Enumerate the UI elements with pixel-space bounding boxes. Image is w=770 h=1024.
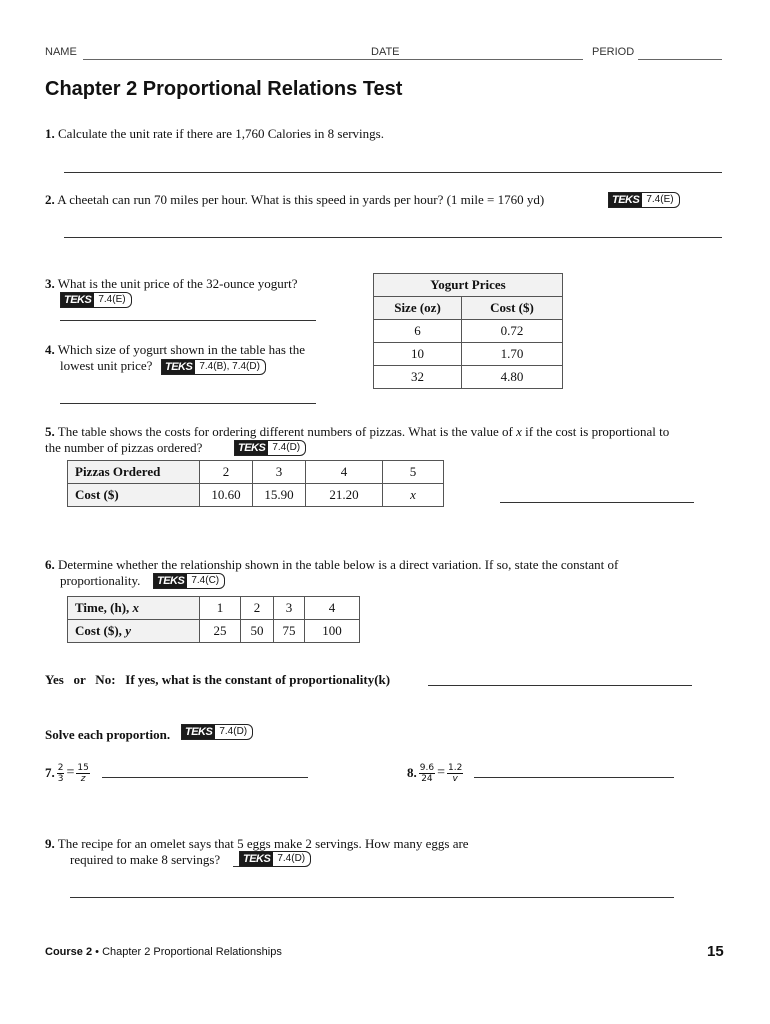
yes-no-prompt: Yes or No: If yes, what is the constant of proportionality(k)	[45, 672, 391, 687]
table-cell: 4	[305, 597, 360, 620]
page-number: 15	[707, 943, 724, 960]
teks-logo: TEKS	[609, 193, 642, 207]
row-header-text: Cost ($),	[75, 623, 126, 638]
denominator: v	[452, 773, 458, 784]
question-text: Determine whether the relationship shown in the table below is a direct variation. If so, state the constant of	[58, 557, 619, 572]
table-cell: 15.90	[253, 484, 306, 507]
table-cell: 25	[200, 620, 241, 643]
teks-badge	[608, 192, 680, 208]
answer-line-2[interactable]	[64, 237, 722, 238]
direct-variation-table	[67, 596, 360, 643]
question-2	[45, 192, 544, 208]
teks-logo: TEKS	[182, 725, 215, 739]
table-cell: 75	[274, 620, 305, 643]
numerator: 2	[57, 762, 64, 773]
row-header: Cost ($)	[68, 484, 200, 507]
table-row	[374, 320, 563, 343]
question-6-line2	[60, 573, 140, 589]
fraction-rhs	[76, 763, 89, 784]
period-field[interactable]	[638, 59, 722, 60]
question-text: proportionality.	[60, 573, 141, 588]
denominator: z	[80, 773, 86, 784]
question-text: A cheetah can run 70 miles per hour. What is this speed in yards per hour? (1 mile = 1760 yd)	[57, 192, 545, 207]
variable: y	[125, 623, 131, 638]
question-5-line2	[45, 440, 202, 456]
numerator: 1.2	[447, 762, 463, 773]
teks-logo: TEKS	[235, 441, 268, 455]
question-number: 9.	[45, 836, 55, 851]
teks-badge	[234, 440, 306, 456]
answer-line-1[interactable]	[64, 172, 722, 173]
question-9	[45, 836, 469, 852]
table-cell: x	[383, 484, 444, 507]
column-header-cost: Cost ($)	[462, 297, 563, 320]
question-text: Calculate the unit rate if there are 1,760 Calories in 8 servings.	[58, 126, 384, 141]
teks-logo: TEKS	[154, 574, 187, 588]
table-cell: 100	[305, 620, 360, 643]
question-8	[407, 758, 465, 788]
teks-logo: TEKS	[240, 852, 273, 866]
period-label: PERIOD	[592, 46, 635, 58]
teks-badge	[161, 359, 266, 375]
teks-logo: TEKS	[162, 360, 195, 374]
teks-code: 7.4(B), 7.4(D)	[199, 361, 260, 372]
question-number: 5.	[45, 424, 55, 439]
answer-line-4[interactable]	[60, 403, 316, 404]
answer-line-8[interactable]	[474, 777, 674, 778]
date-label: DATE	[371, 46, 400, 58]
equals-sign: =	[437, 765, 445, 780]
page-title: Chapter 2 Proportional Relations Test	[45, 78, 403, 100]
table-cell: 50	[241, 620, 274, 643]
solve-heading: Solve each proportion.	[45, 727, 171, 742]
answer-line-7[interactable]	[102, 777, 308, 778]
row-header-text: Time, (h),	[75, 600, 133, 615]
table-cell: 2	[200, 461, 253, 484]
table-cell: 1	[200, 597, 241, 620]
question-number: 3.	[45, 276, 55, 291]
table-row	[374, 343, 563, 366]
teks-logo: TEKS	[61, 293, 94, 307]
variable: x	[516, 424, 522, 439]
table-cell: 3	[253, 461, 306, 484]
question-7	[45, 758, 92, 788]
header	[45, 46, 725, 62]
table-cell: 10	[374, 343, 462, 366]
answer-line-k[interactable]	[428, 685, 692, 686]
footer-bullet: •	[95, 946, 99, 958]
question-number: 4.	[45, 342, 55, 357]
question-number: 1.	[45, 126, 55, 141]
footer-course: Course 2	[45, 946, 93, 958]
footer-chapter: Chapter 2 Proportional Relationships	[102, 946, 282, 958]
question-text: if the cost is proportional to	[521, 424, 670, 439]
table-cell: 3	[274, 597, 305, 620]
teks-code: 7.4(E)	[98, 294, 126, 305]
table-cell: 21.20	[306, 484, 383, 507]
fraction-rhs	[447, 763, 463, 784]
row-header	[68, 597, 200, 620]
table-row	[374, 366, 563, 389]
question-text: lowest unit price?	[60, 358, 153, 373]
table-title: Yogurt Prices	[374, 274, 563, 297]
teks-badge	[181, 724, 253, 740]
denominator: 24	[421, 773, 433, 784]
table-cell: 1.70	[462, 343, 563, 366]
question-number: 8.	[407, 765, 417, 780]
question-9-line2	[70, 852, 220, 868]
question-text: What is the unit price of the 32-ounce yogurt?	[57, 276, 298, 291]
question-number: 7.	[45, 765, 55, 780]
table-cell: 5	[383, 461, 444, 484]
question-1	[45, 126, 384, 142]
question-text: Which size of yogurt shown in the table has the	[57, 342, 306, 357]
question-text: the number of pizzas ordered?	[45, 440, 203, 455]
table-row	[68, 461, 444, 484]
question-text: The recipe for an omelet says that 5 eggs make 2 servings. How many eggs are	[57, 836, 469, 851]
fraction-lhs	[57, 763, 65, 784]
teks-code: 7.4(D)	[272, 442, 301, 453]
answer-line-3[interactable]	[60, 320, 316, 321]
teks-badge	[153, 573, 225, 589]
table-row	[68, 620, 360, 643]
table-row	[68, 484, 444, 507]
table-row	[68, 597, 360, 620]
name-label: NAME	[45, 46, 77, 58]
teks-code: 7.4(D)	[277, 853, 306, 864]
question-number: 6.	[45, 557, 55, 572]
equals-sign: =	[66, 765, 75, 780]
question-6	[45, 557, 618, 573]
question-number: 2.	[45, 192, 55, 207]
name-field[interactable]	[83, 59, 410, 60]
table-cell: 4.80	[462, 366, 563, 389]
teks-code: 7.4(E)	[646, 194, 674, 205]
teks-code: 7.4(C)	[191, 575, 220, 586]
row-header	[68, 620, 200, 643]
question-4	[45, 342, 305, 358]
variable: x	[132, 600, 140, 615]
table-cell: 2	[241, 597, 274, 620]
table-cell: 10.60	[200, 484, 253, 507]
footer	[45, 946, 282, 958]
fraction-lhs	[419, 763, 435, 784]
table-cell: 32	[374, 366, 462, 389]
question-5	[45, 424, 735, 440]
column-header-size: Size (oz)	[374, 297, 462, 320]
question-4-line2	[60, 358, 152, 374]
answer-line-5[interactable]	[500, 502, 694, 503]
table-cell: 6	[374, 320, 462, 343]
row-header: Pizzas Ordered	[68, 461, 200, 484]
question-text: required to make 8 servings?	[70, 852, 221, 867]
pizza-table	[67, 460, 444, 507]
teks-badge	[239, 851, 311, 867]
answer-line-9[interactable]	[70, 897, 674, 898]
denominator: 3	[57, 773, 64, 784]
teks-badge	[60, 292, 132, 308]
question-text: The table shows the costs for ordering different numbers of pizzas. What is the value of	[57, 424, 517, 439]
numerator: 9.6	[419, 762, 435, 773]
numerator: 15	[77, 762, 89, 773]
date-field[interactable]	[407, 59, 583, 60]
table-cell: 4	[306, 461, 383, 484]
teks-code: 7.4(D)	[219, 726, 248, 737]
table-cell: 0.72	[462, 320, 563, 343]
yogurt-prices-table	[373, 273, 563, 389]
question-3	[45, 276, 297, 292]
